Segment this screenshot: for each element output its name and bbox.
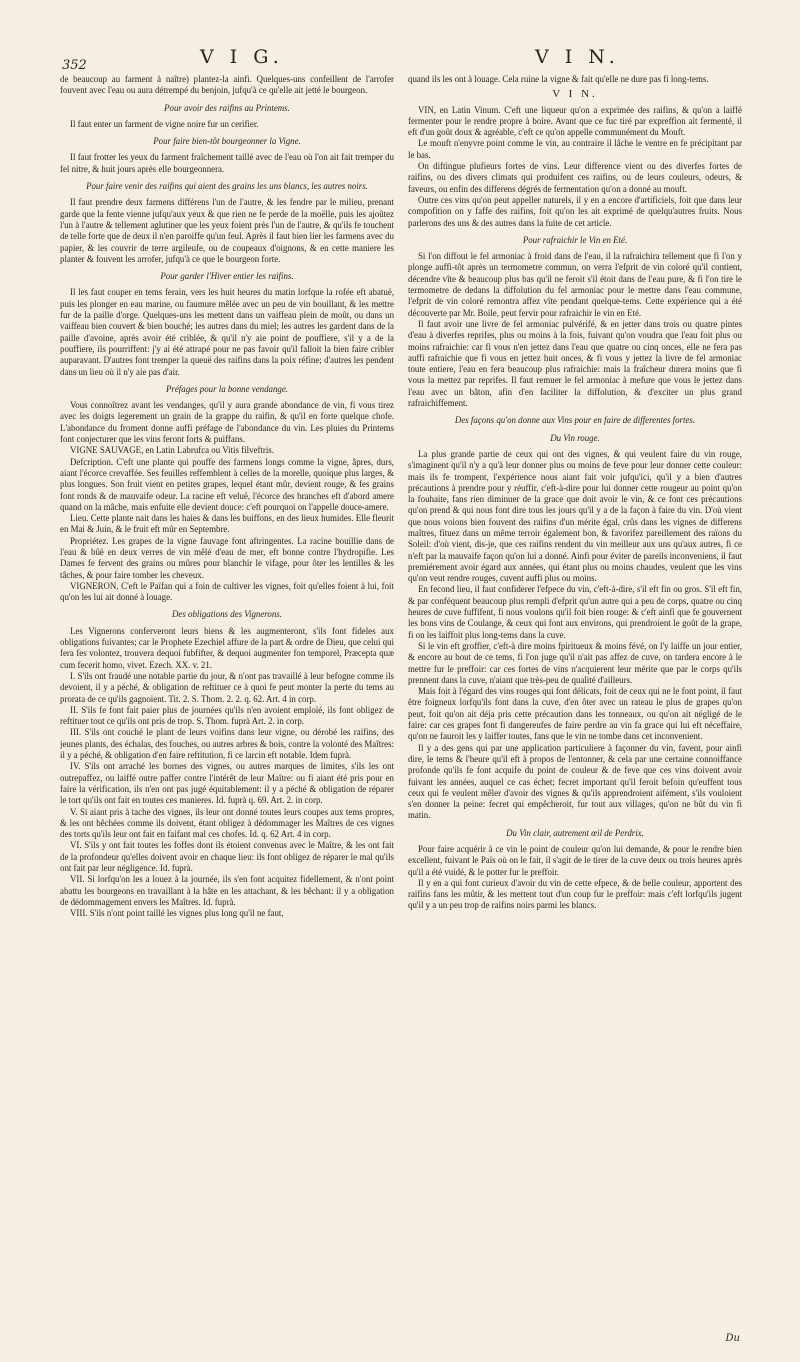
paragraph: Il faut avoir une livre de fel armoniac pulvérifé, & en jetter dans trois ou quatre pintes d'eau à diverfes reprifes, plus ou moins à la fois, fuivant qu'on voudra que l'eau foit plus ou moins rafraichie: car fi vous n'en jettez dans l'eau que quatre ou cinq onces, elle ne fera pas auffi rafraichie que fi vous en jettez huit onces, & fi vous y jettez la livre de fel armoniac toute entiere, l'eau en fera beaucoup plus rafraichie: mais la fraîcheur durera moins que fi vous la mettez par reprifes. Il faut remuer le fel armoniac à mefure que vous le jettez dans l'eau avec un bâton, afin d'en faciliter la diffolution, & d'exciter un plus grand rafraichiffement. bbox=[408, 318, 742, 409]
paragraph: Le mouft n'enyvre point comme le vin, au contraire il lâche le ventre en fe précipitant par le bas. bbox=[408, 138, 742, 160]
paragraph: VII. Si lorfqu'on les a louez à la journée, ils s'en font acquitez fidellement, & n'ont point abattu les bourgeons en travaillant à la hâte en les attachant, & les bêchant: il y a obligation de dédommagement envers les Maîtres. Id. fuprà. bbox=[60, 874, 394, 907]
paragraph: VIGNE SAUVAGE, en Latin Labrufca ou Vitis filveftris. bbox=[70, 445, 274, 456]
right-text-column bbox=[408, 74, 742, 1336]
section-heading: Des façons qu'on donne aux Vins pour en faire de differentes fortes. bbox=[454, 415, 696, 426]
section-heading: Pour faire bien-tôt bourgeonner la Vigne. bbox=[153, 136, 301, 147]
left-running-title: V I G. bbox=[200, 46, 284, 68]
paragraph: Il y en a qui font curieux d'avoir du vin de cette efpece, & de belle couleur, apportent des raifins fans les mûtir, & les mettent tout d'un coup fur le preffoir: mais c'eft lorfqu'ils jugent qu'il y a un peu trop de raifins noirs parmi les blancs. bbox=[408, 877, 742, 911]
paragraph: Defcription. C'eft une plante qui pouffe des farmens longs comme la vigne, âpres, durs, aiant l'écorce crevaffée. Ses feuilles reffemblent à celles de la morelle, quoique plus larges, & plus longues. Son fruit vient en petites grapes, lequel étant mûr, devient rouge, & fes grains font ronds & de mauvaife odeur. La racine eft veluë, l'écorce des branches eft d'abord amere quand on la mâche, mais enfuite elle devient douce: c'eft pourquoi on l'appelle douce-amere. bbox=[60, 456, 394, 512]
section-heading: Pour faire venir des raifins qui aient des grains les uns blancs, les autres noirs. bbox=[86, 181, 368, 192]
section-heading: Préfages pour la bonne vendange. bbox=[165, 383, 288, 394]
section-heading: Pour avoir des raifins au Printems. bbox=[164, 102, 290, 113]
paragraph: Si le vin eft groffier, c'eft-à dire moins fpiritueux & moins févé, on l'y laiffe un jour entier, & encore au bout de ce tems, fi l'on juge qu'il n'ait pas affez de cuve, on tardera encore à le mettre fur le preffoir: car ces fortes de vins n'acquierent leur mérite que par le corps qu'ils prennent dans la cuve, n'aiant que très-peu de qualité d'ailleurs. bbox=[408, 640, 742, 685]
paragraph: I. S'ils ont fraudé une notable partie du jour, & n'ont pas travaillé à leur befogne comme ils devoient, il y a péché, & obligation de reftituer ce à quoi fe peut monter la perte du tems au prorata de ce qu'ils gagnoient. Tit. 2. S. Thom. 2. 2. q. 62. Art. 4 in corp. bbox=[60, 670, 394, 704]
paragraph: Il faut enter un farment de vigne noire fur un cerifier. bbox=[70, 118, 259, 129]
paragraph: Propriétez. Les grapes de la vigne fauvage font aftringentes. La racine bouillie dans de l'eau & bûë en deux verres de vin mêlé d'eau de mer, eft bonne contre l'hydropifie. Les Dames fe fervent des grains ou mûres pour blanchir le vifage, pour ôter les lentilles & les tâches, & pour faire tomber les cheveux. bbox=[60, 535, 394, 580]
paragraph: Il faut frotter les yeux du farment fraîchement taillé avec de l'eau où l'on ait fait tremper du fel nitre, & huit jours après elle bourgeonnera. bbox=[60, 152, 394, 174]
paragraph: Si l'on diffout le fel armoniac à froid dans de l'eau, il la rafraichira tellement que fi l'on y plonge auffi-tôt après un termometre commun, on verra l'efprit de vin coloré qu'il contient, décendre vîte & beaucoup plus bas qu'il ne feroit s'il étoit dans de l'eau pure, & fi l'on tire le termometre de dedans la diffolution du fel armoniac pour le mettre dans l'eau commune, l'efprit de vin coloré remontra affez vîte pendant quelque-tems. Cette expérience qui a été découverte par Mr. Boile, peut fervir pour rafraichir le vin en Eté. bbox=[408, 251, 742, 318]
paragraph: quand ils les ont à louage. Cela ruine la vigne & fait qu'elle ne dure pas fi long-tems. bbox=[408, 74, 709, 84]
paragraph: Vous connoîtrez avant les vendanges, qu'il y aura grande abondance de vin, fi vous tirez avec les doigts legerement un grain de la grappe du raifin, & qu'il en forte quelque chofe. L'abondance du froment donne auffi préfage de l'abondance du vin. Les pluies du Printems font conjecturer que les vins feront forts & puiffans. bbox=[60, 400, 394, 445]
paragraph: de beaucoup au farment à naître) plantez-la ainfi. Quelques-uns confeillent de l'arrofer fouvent avec l'eau ou aura détrempé du benjoin, jufqu'à ce qu'elle ait jetté le bourgeon. bbox=[60, 74, 394, 96]
paragraph: En fecond lieu, il faut confiderer l'efpece du vin, c'eft-à-dire, s'il eft fin ou gros. S'il eft fin, & par conféquent beaucoup plus rempli d'efprit qu'un autre qui a peu de corps, quatre ou cinq heures de cuve fuffifent, fi nous voulons qu'il foit bien rouge: & c'eft ainfi que fe gouvernent les bons vins de Coulange, & ceux qui font aux environs, qui prendroient le goût de la grape, fi on les laiffoit plus long-tems dans la cuve. bbox=[408, 584, 742, 640]
section-heading: Du Vin rouge. bbox=[550, 432, 600, 443]
paragraph: VI. S'ils y ont fait toutes les foffes dont ils étoient convenus avec le Maître, & les ont fait de la profondeur qu'elles doivent avoir en chaque lieu: ils font obligez de réparer le mal qu'ils ont fait par leur négligence. Id. fuprà. bbox=[60, 840, 394, 873]
paragraph: VIN, en Latin Vinum. C'eft une liqueur qu'on a exprimée des raifins, & qu'on a laiffé fermenter pour le rendre propre à boire. Avant que ce fuc tiré par expreffion ait fermenté, il eft d'un goût doux & agréable, c'eft ce qu'on appelle communément du Mouft. bbox=[408, 104, 742, 138]
paragraph: La plus grande partie de ceux qui ont des vignes, & qui veulent faire du vin rouge, s'imaginent qu'il n'y a qu'à leur donner plus ou moins de feve pour leur donner cette couleur: mais ils fe trompent, l'expérience nous aiant fait voir jufqu'ici, qu'il y a bien d'autres précautions à prendre pour y réuffir, c'eft-à-dire pour lui donner cette rougeur au point qu'on la fouhaite, fans rien diminuer de la grace que doit avoir le vin, & ce font ces précautions qu'on prend & qui nous font dire tous les jours qu'il y a de la façon à faire du vin. D'où vient que nous voions bien fouvent des raifins d'un mérite égal, crûs dans les vignes de differens maîtres, fituez dans un même terroir également bon, & favorifez pareillement des raïons du Soleil: d'où vient, dis-je, que ces raifins rendent du vin meilleur aux uns qu'aux autres, fi ce n'eft par la mauvaife façon qu'on lui a donné. Ainfi pour éviter de pareils inconveniens, il faut premiérement avoir égard aux années, qui étant plus ou moins chaudes, veulent que les vins qu'on veut rendre rouges, cuvent auffi plus ou moins. bbox=[408, 448, 742, 584]
catchword: Du bbox=[725, 1333, 740, 1344]
paragraph: Les Vignerons conferveront leurs biens & les augmenteront, s'ils font fideles aux obligations fuivantes; car le Prophete Ezechiel affure de la part & ordre de Dieu, que celui qui fera fes volontez, trouvera dequoi fubfifter, & dequoi augmenter fon temporel, Præcepta quæ cum fecerit homo, vivet. Ezech. XX. v. 21. bbox=[60, 625, 394, 670]
paragraph: Mais foit à l'égard des vins rouges qui font délicats, foit de ceux qui ne le font point, il faut être foigneux lorfqu'ils font dans la cuve, d'en ôter avec un rateau le plus de grapes qu'on peut, foit qu'on ait déja pris cette précaution dans les tonneaux, ou qu'on ait négligé de le faire: car ces grapes font fi dangereufes de faire perdre au vin fa grace qui lui eft néceffaire, qu'on ne fauroit les y laiffer toutes, fans que le vin ne tombe dans cet inconvenient. bbox=[408, 686, 742, 742]
paragraph: Outre ces vins qu'on peut appeller naturels, il y en a encore d'artificiels, foit que dans leur compofition on y faffe des raifins, foit qu'on les ait exprimé de quelqu'autres fruits. Nous parlerons des uns & des autres dans la fuite de cet article. bbox=[408, 194, 742, 228]
paragraph: Il y a des gens qui par une application particuliere à façonner du vin, favent, pour ainfi dire, le tems & l'heure qu'il eft à propos de l'entonner, & cela par une certaine connoiffance profonde qu'ils fe font acquife du point de couleur & de feve que ces vins doivent avoir fuivant les années, auquel ce cas échet; fecret important qu'il feroit befoin qu'euffent tous ceux qui fe veulent mêler d'avoir des vignes & qu'ils apprendroient aifément, s'ils vouloient s'en donner la peine: fecret qui empêcheroit, fur tout aux villages, qu'on ne bût du vin fi matin. bbox=[408, 742, 742, 821]
section-heading: Du Vin clair, autrement œil de Perdrix. bbox=[506, 827, 644, 838]
paragraph: On diftingue plufieurs fortes de vins. Leur difference vient ou des diverfes fortes de raifins, ou des divers climats qui produifent ces raifins, ou de leurs couleurs, odeurs, & faveurs, ou enfin des differens dégrés de fermentation qu'on a donné au mouft. bbox=[408, 161, 742, 194]
page-number: 352 bbox=[62, 58, 87, 73]
left-text-column bbox=[60, 74, 394, 1336]
paragraph: Il les faut couper en tems ferain, vers les huit heures du matin lorfque la rofée eft abatuë, puis les plonger en eau marine, ou faumure mêlée avec un peu de vin bouillant, & les mettre fur de la paille d'orge. Quelques-uns les mettent dans un vaiffeau plein de moût, ou dans un vaiffeau bien couvert & bien bouché; les autres dans du miel; les autres les gardent dans de la paille d'avoine, après avoir été criblée, & qu'il n'y aie point de pouffiere, s'il y a de la pouffiere, ils pourriffent: j'y ai été attrapé pour ne pas favoir qu'il falloit la bien faire cribler auparavant. D'autres font tremper la queuë des raifins dans la poix réfine; d'autres les pendent dans un lieu où il n'y aie pas d'air. bbox=[60, 287, 394, 377]
running-head bbox=[0, 42, 800, 72]
section-heading: Des obligations des Vignerons. bbox=[172, 609, 282, 620]
section-heading: Pour garder l'Hiver entier les raifins. bbox=[160, 271, 294, 282]
right-running-title: V I N. bbox=[535, 46, 620, 68]
paragraph: III. S'ils ont couché le plant de leurs voifins dans leur vigne, ou dérobé les raifins, des jeunes plants, des échalas, des fouches, ou autres arbres & bois, contre la volonté des Maîtres: il y a péché, & obligation d'en faire reftitution, fi ce larcin eft notable. Idem fuprà. bbox=[60, 727, 394, 761]
paragraph: IV. S'ils ont arraché les bornes des vignes, ou autres marques de limites, s'ils les ont outrepaffez, ou laiffé outre paffer contre l'intérêt de leur Maître: ou fi aiant été pris pour en faire la vérification, ils n'en ont pas jugé équitablement: il y a péché & obligation de réparer le tort qu'ils ont fait en toutes ces manieres. Id. fuprà q. 69. Art. 2. in corp. bbox=[60, 761, 394, 806]
paragraph: Pour faire acquérir à ce vin le point de couleur qu'on lui demande, & pour le rendre bien excellent, fuivant le Païs où on le fait, il s'agit de le tirer de la cuve deux ou trois heures après qu'il a été vuidé, & le potter fur le preffoir. bbox=[408, 844, 742, 877]
paragraph: II. S'ils fe font fait paier plus de journées qu'ils n'en avoient emploïé, ils font obligez de reftituer tout ce qu'ils ont pris de trop. S. Thom. fuprà Art. 2. in corp. bbox=[60, 704, 394, 727]
paragraph: V. Si aiant pris à tache des vignes, ils leur ont donné toutes leurs coupes aux tems propres, & les ont bêchées comme ils doivent, étant obligez à dédommager les Maîtres de ces vignes des torts qu'ils leur ont fait en faifant mal ces chofes. Id. q. 62 Art. 4 in corp. bbox=[60, 806, 394, 840]
paragraph: Lieu. Cette plante nait dans les haies & dans les buiffons, en des lieux humides. Elle fleurit en Mai & Juin, & le fruit eft mûr en Septembre. bbox=[60, 513, 394, 535]
paragraph: VIII. S'ils n'ont point taillé les vignes plus long qu'il ne faut, bbox=[70, 908, 284, 919]
paragraph: Il faut prendre deux farmens différens l'un de l'autre, & les fendre par le milieu, prenant garde que la fente vienne jufqu'aux yeux & que rien ne fe perde de la moëlle, puis les ajoûtez l'un à l'autre & tellement aglutiner que les yeux foient près l'un de l'autre, & qu'ils fe touchent de telle forte que de deux il n'en paroiffe qu'un feul. Après il faut bien lier les farmens avec du papier, & les couvrir de terre argileufe, ou de coupeaux d'oignons, & en cette maniere les planter & fouvent les arrofer, jufqu'à ce que le bourgeon forte. bbox=[60, 197, 394, 264]
section-heading: Pour rafraichir le Vin en Eté. bbox=[522, 234, 628, 245]
article-title: V I N. bbox=[552, 88, 598, 101]
paragraph: VIGNERON. C'eft le Païfan qui a foin de cultiver les vignes, foit qu'elles foient à lui, foit qu'on les lui ait donné à louage. bbox=[60, 580, 394, 603]
